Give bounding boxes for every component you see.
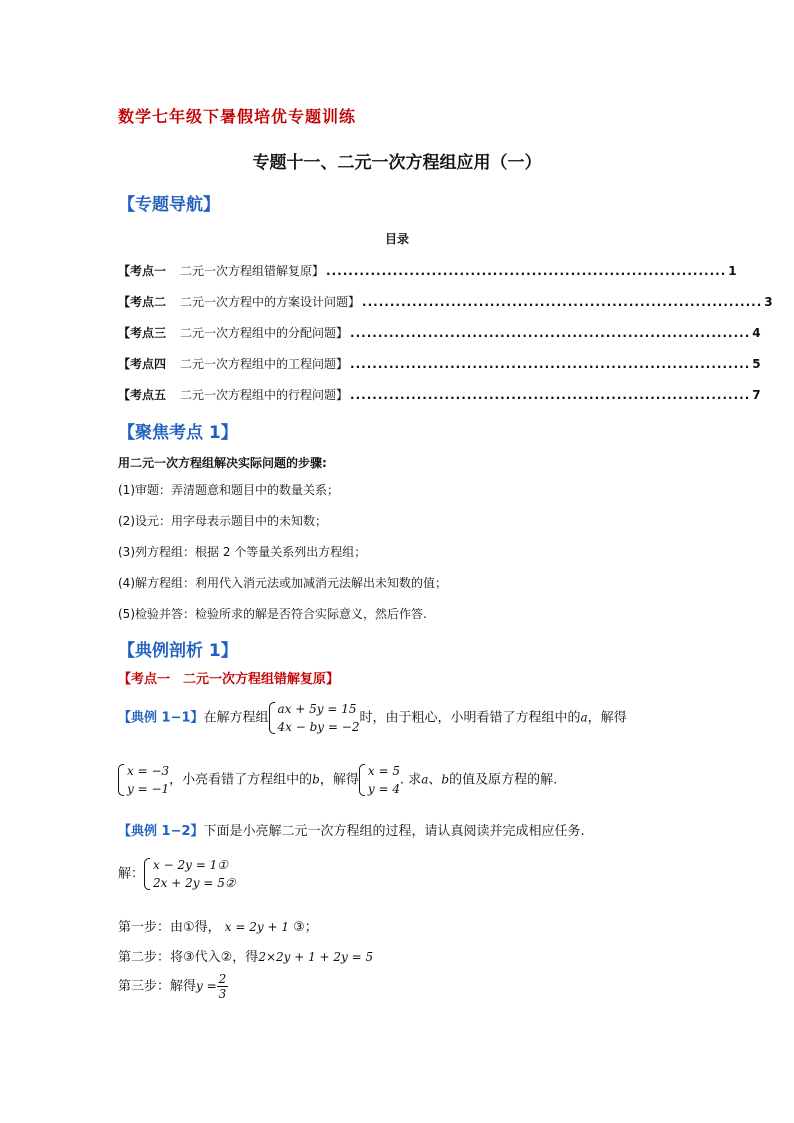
toc-item-page: 1	[728, 264, 737, 278]
toc-item-label: 【考点二	[118, 295, 167, 309]
variable: b	[441, 772, 450, 787]
step-item: (4)解方程组：利用代入消元法或加减消元法解出未知数的值；	[118, 576, 448, 590]
solution-x: x = −3	[127, 764, 170, 778]
example-label: 【典例 1−1】	[118, 710, 204, 726]
text: 、	[428, 772, 442, 788]
text: 解：	[118, 866, 145, 882]
fraction-numerator: 2	[218, 972, 227, 986]
text: ，小亮看错了方程组中的	[169, 772, 313, 788]
step-item: (5)检验并答：检验所求的解是否符合实际意义，然后作答.	[118, 607, 427, 621]
text: 在解方程组	[203, 710, 269, 726]
section-focus-heading: 【聚焦考点 1】	[118, 423, 238, 443]
equation: x − 2y = 1①	[153, 858, 228, 872]
toc-item-page: 7	[752, 388, 761, 402]
text: 第二步：将③代入②，得	[118, 950, 259, 965]
toc-item-text: 二元一次方程中的方案设计问题】	[180, 295, 361, 309]
formula: y =	[196, 979, 217, 993]
page-title: 专题十一、二元一次方程组应用（一）	[252, 153, 542, 173]
toc-item-4[interactable]	[118, 355, 761, 372]
formula: x = 2y + 1	[224, 920, 289, 934]
equation: ax + 5y = 15	[277, 702, 357, 716]
variable: b	[312, 772, 320, 787]
step-3-line	[118, 972, 228, 1001]
fraction-denominator: 3	[218, 987, 227, 1001]
toc-item-2[interactable]	[118, 293, 773, 310]
equation: 2x + 2y = 5②	[153, 876, 236, 890]
kaodian-heading: 【考点一 二元一次方程组错解复原】	[118, 672, 340, 687]
equation-system	[269, 700, 360, 736]
toc-item-3[interactable]	[118, 324, 761, 341]
variable: a	[580, 710, 588, 725]
example-label: 【典例 1−2】	[118, 824, 204, 839]
toc-item-1[interactable]	[118, 262, 737, 279]
toc-item-label: 【考点四	[118, 357, 167, 371]
example-1-1-line-1	[118, 700, 627, 736]
section-nav-heading: 【专题导航】	[118, 195, 220, 215]
toc-leader-dots: ........................................................................	[362, 295, 763, 309]
step-item: (3)列方程组：根据 2 个等量关系列出方程组；	[118, 545, 367, 559]
equation-system	[144, 856, 236, 892]
example-1-1-line-2	[118, 762, 557, 798]
text: 下面是小亮解二元一次方程组的过程，请认真阅读并完成相应任务.	[203, 824, 585, 839]
toc-leader-dots: ........................................................................	[350, 388, 751, 402]
toc-leader-dots: ........................................................................	[350, 357, 751, 371]
equation: 4x − by = −2	[277, 720, 360, 734]
toc-heading: 目录	[384, 232, 409, 246]
toc-leader-dots: ........................................................................	[350, 326, 751, 340]
toc-item-text: 二元一次方程组中的行程问题】	[180, 388, 349, 402]
fraction	[217, 972, 229, 1001]
toc-item-text: 二元一次方程组错解复原】	[180, 264, 325, 278]
solution-system	[359, 762, 400, 798]
section-example-heading: 【典例剖析 1】	[118, 641, 238, 661]
toc-item-5[interactable]	[118, 386, 761, 403]
solution-system-line	[118, 856, 236, 892]
example-1-2-line	[118, 820, 585, 839]
text: 的值及原方程的解.	[449, 772, 558, 788]
series-title: 数学七年级下暑假培优专题训练	[118, 107, 357, 126]
toc-item-text: 二元一次方程组中的工程问题】	[180, 357, 349, 371]
text: ，解得	[319, 772, 359, 788]
toc-leader-dots: ........................................................................	[326, 264, 727, 278]
steps-intro: 用二元一次方程组解决实际问题的步骤:	[118, 456, 327, 470]
toc-item-page: 5	[752, 357, 761, 371]
text: ③；	[293, 920, 318, 935]
variable: a	[421, 772, 429, 787]
text: . 求	[399, 772, 422, 788]
text: 时，由于粗心，小明看错了方程组中的	[359, 710, 581, 726]
toc-item-page: 4	[752, 326, 761, 340]
toc-item-label: 【考点一	[118, 264, 167, 278]
step-2-line	[118, 946, 373, 965]
text: 第三步：解得	[118, 979, 197, 994]
text: 第一步：由①得，	[118, 920, 221, 935]
step-item: (2)设元：用字母表示题目中的未知数；	[118, 514, 327, 528]
toc-item-page: 3	[764, 295, 773, 309]
solution-x: x = 5	[367, 764, 400, 778]
toc-item-label: 【考点三	[118, 326, 167, 340]
solution-y: y = 4	[367, 782, 400, 796]
step-1-line	[118, 916, 318, 935]
text: ，解得	[587, 710, 627, 726]
solution-system	[118, 762, 169, 798]
step-item: (1)审题：弄清题意和题目中的数量关系；	[118, 483, 339, 497]
toc-item-text: 二元一次方程组中的分配问题】	[180, 326, 349, 340]
solution-y: y = −1	[127, 782, 170, 796]
formula: 2×2y + 1 + 2y = 5	[258, 950, 374, 964]
toc-item-label: 【考点五	[118, 388, 167, 402]
